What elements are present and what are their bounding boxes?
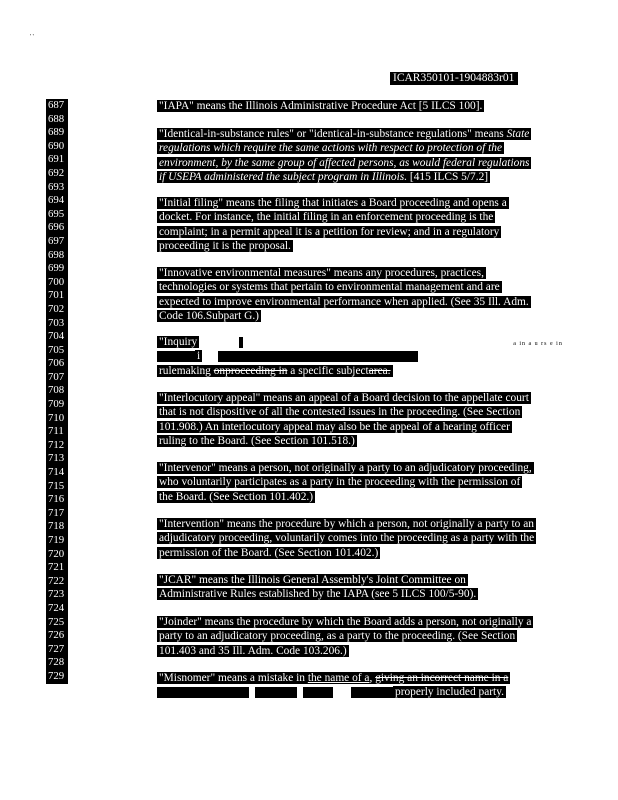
redaction-block xyxy=(157,351,195,362)
redaction-block xyxy=(351,687,393,698)
definition-joinder xyxy=(157,615,557,658)
line-number: 697 xyxy=(48,234,65,247)
inquiry-line-3b: onproceeding in xyxy=(213,364,288,377)
iapa-line-1: "IAPA" means the Illinois Administrative Procedure Act [5 ILCS 100]. xyxy=(159,100,483,112)
misnomer-line-1b: the name of a xyxy=(307,672,370,684)
line-number: 712 xyxy=(48,438,65,451)
scan-specks: ' ' xyxy=(30,34,34,40)
line-number: 699 xyxy=(48,262,65,275)
line-number: 729 xyxy=(48,669,65,682)
interlocutory-line-3: 101.908.) An interlocutory appeal may also be the appeal of a hearing officer xyxy=(159,420,510,433)
line-number: 690 xyxy=(48,139,65,152)
misnomer-line-2: properly included party. xyxy=(395,686,505,699)
line-number: 707 xyxy=(48,370,65,383)
intervention-line-1: "Intervention" means the procedure by which a person, not originally a party to an xyxy=(159,518,534,530)
intervention-line-2: adjudicatory proceeding, voluntarily comes into the proceeding as a party with the xyxy=(159,532,535,545)
line-number: 723 xyxy=(48,588,65,601)
line-number: 703 xyxy=(48,316,65,329)
redaction-block xyxy=(303,687,333,698)
joinder-line-1: "Joinder" means the procedure by which the Board adds a person, not originally a xyxy=(159,616,532,628)
line-number: 725 xyxy=(48,615,65,628)
innovative-line-4: Code 106.Subpart G.) xyxy=(159,310,259,323)
line-number: 692 xyxy=(48,166,65,179)
line-number: 708 xyxy=(48,384,65,397)
initial-filing-line-1: "Initial filing" means the filing that initiates a Board proceeding and opens a xyxy=(159,197,507,209)
line-number: 716 xyxy=(48,493,65,506)
misnomer-line-1a: "Misnomer" means a mistake in xyxy=(159,672,308,684)
line-number: 701 xyxy=(48,289,65,302)
line-number: 702 xyxy=(48,302,65,315)
definition-interlocutory-appeal xyxy=(157,391,557,449)
identical-line-2: regulations which require the same actions with respect to protection of the xyxy=(159,142,503,155)
line-number: 700 xyxy=(48,275,65,288)
definition-initial-filing xyxy=(157,196,557,254)
line-number: 696 xyxy=(48,221,65,234)
line-number: 687 xyxy=(48,99,65,111)
definition-iapa xyxy=(157,99,557,113)
line-number: 710 xyxy=(48,411,65,424)
definition-intervention xyxy=(157,517,557,560)
intervenor-line-1: "Intervenor" means a person, not originally a party to an adjudicatory proceeding, xyxy=(159,462,532,474)
line-number: 705 xyxy=(48,343,65,356)
identical-line-4b: [415 ILCS 5/7.2] xyxy=(407,171,489,184)
line-number: 693 xyxy=(48,180,65,193)
line-number: 711 xyxy=(48,425,64,438)
inquiry-line-3c: a specific subject xyxy=(287,364,369,377)
line-number-column xyxy=(46,99,68,684)
line-number: 721 xyxy=(48,561,65,574)
line-number: 706 xyxy=(48,357,65,370)
initial-filing-line-3: complaint; in a permit appeal it is a petition for review; and in a regulatory xyxy=(159,225,500,238)
initial-filing-line-2: docket. For instance, the initial filing in an enforcement proceeding is the xyxy=(159,211,494,224)
line-number: 704 xyxy=(48,330,65,343)
line-number: 720 xyxy=(48,547,65,560)
initial-filing-line-4: proceeding it is the proposal. xyxy=(159,240,291,253)
line-number: 688 xyxy=(48,112,65,125)
line-number: 694 xyxy=(48,194,65,207)
definition-innovative-measures xyxy=(157,266,557,324)
redaction-block xyxy=(255,687,297,698)
definition-jcar xyxy=(157,573,557,602)
line-number: 713 xyxy=(48,452,65,465)
joinder-line-3: 101.403 and 35 Ill. Adm. Code 103.206.) xyxy=(159,644,347,657)
innovative-line-3: expected to improve environmental performance when applied. (See 35 Ill. Adm. xyxy=(159,295,529,308)
line-number: 698 xyxy=(48,248,65,261)
innovative-line-1: "Innovative environmental measures" means any procedures, practices, xyxy=(159,267,484,279)
line-number: 689 xyxy=(48,126,65,139)
definition-inquiry xyxy=(157,335,563,378)
line-number: 691 xyxy=(48,153,65,166)
innovative-line-2: technologies or systems that pertain to environmental management and are xyxy=(159,281,500,294)
interlocutory-line-1: "Interlocutory appeal" means an appeal of a Board decision to the appellate court xyxy=(159,392,529,404)
line-number: 719 xyxy=(48,534,65,546)
misnomer-line-1d: giving an incorrect name in a xyxy=(375,672,509,684)
inquiry-line-3d: area. xyxy=(368,364,391,377)
intervenor-line-3: the Board. (See Section 101.402.) xyxy=(159,490,314,503)
line-number: 727 xyxy=(48,642,65,655)
jcar-line-1: "JCAR" means the Illinois General Assembly's Joint Committee on xyxy=(159,574,466,586)
inquiry-line-3a: rulemaking xyxy=(159,364,214,377)
interlocutory-line-2: that is not dispositive of all the contested issues in the proceeding. (See Section xyxy=(159,406,521,419)
definition-intervenor xyxy=(157,461,557,504)
line-number: 717 xyxy=(48,506,65,519)
line-number: 715 xyxy=(48,479,65,492)
line-number: 722 xyxy=(48,574,65,587)
redaction-block xyxy=(218,351,418,362)
document-id: ICAR350101-1904883r01 xyxy=(390,72,518,85)
intervenor-line-2: who voluntarily participates as a party in the proceeding with the permission of xyxy=(159,476,521,489)
identical-line-1b: State xyxy=(506,128,530,140)
identical-line-1a: "Identical-in-substance rules" or "identical-in-substance regulations" means xyxy=(159,128,507,140)
line-number: 695 xyxy=(48,207,65,220)
inquiry-line-2-mark: i xyxy=(197,350,201,363)
interlocutory-line-4: ruling to the Board. (See Section 101.518.) xyxy=(159,435,355,448)
identical-line-3: environment, by the same group of affected persons, as would federal regulations xyxy=(159,156,530,169)
definition-misnomer xyxy=(157,671,557,700)
redaction-block xyxy=(157,687,249,698)
joinder-line-2: party to an adjudicatory proceeding, as a party to the proceeding. (See Section xyxy=(159,630,516,643)
line-number: 726 xyxy=(48,629,65,642)
line-number: 728 xyxy=(48,656,65,669)
jcar-line-2: Administrative Rules established by the IAPA (see 5 ILCS 100/5-90). xyxy=(159,588,477,601)
intervention-line-3: permission of the Board. (See Section 101.402.) xyxy=(159,546,379,559)
definition-identical-in-substance xyxy=(157,127,557,185)
line-number: 709 xyxy=(48,398,65,411)
line-number: 714 xyxy=(48,466,65,479)
misnomer-line-1c: , xyxy=(369,672,376,684)
line-number: 724 xyxy=(48,601,65,614)
identical-line-4a: if USEPA administered the subject program in Illinois. xyxy=(159,171,408,184)
inquiry-line-1: "Inquiry xyxy=(159,336,198,348)
inquiry-line-1-tail: a in a u rs e in xyxy=(513,341,563,347)
line-number: 718 xyxy=(48,520,65,533)
